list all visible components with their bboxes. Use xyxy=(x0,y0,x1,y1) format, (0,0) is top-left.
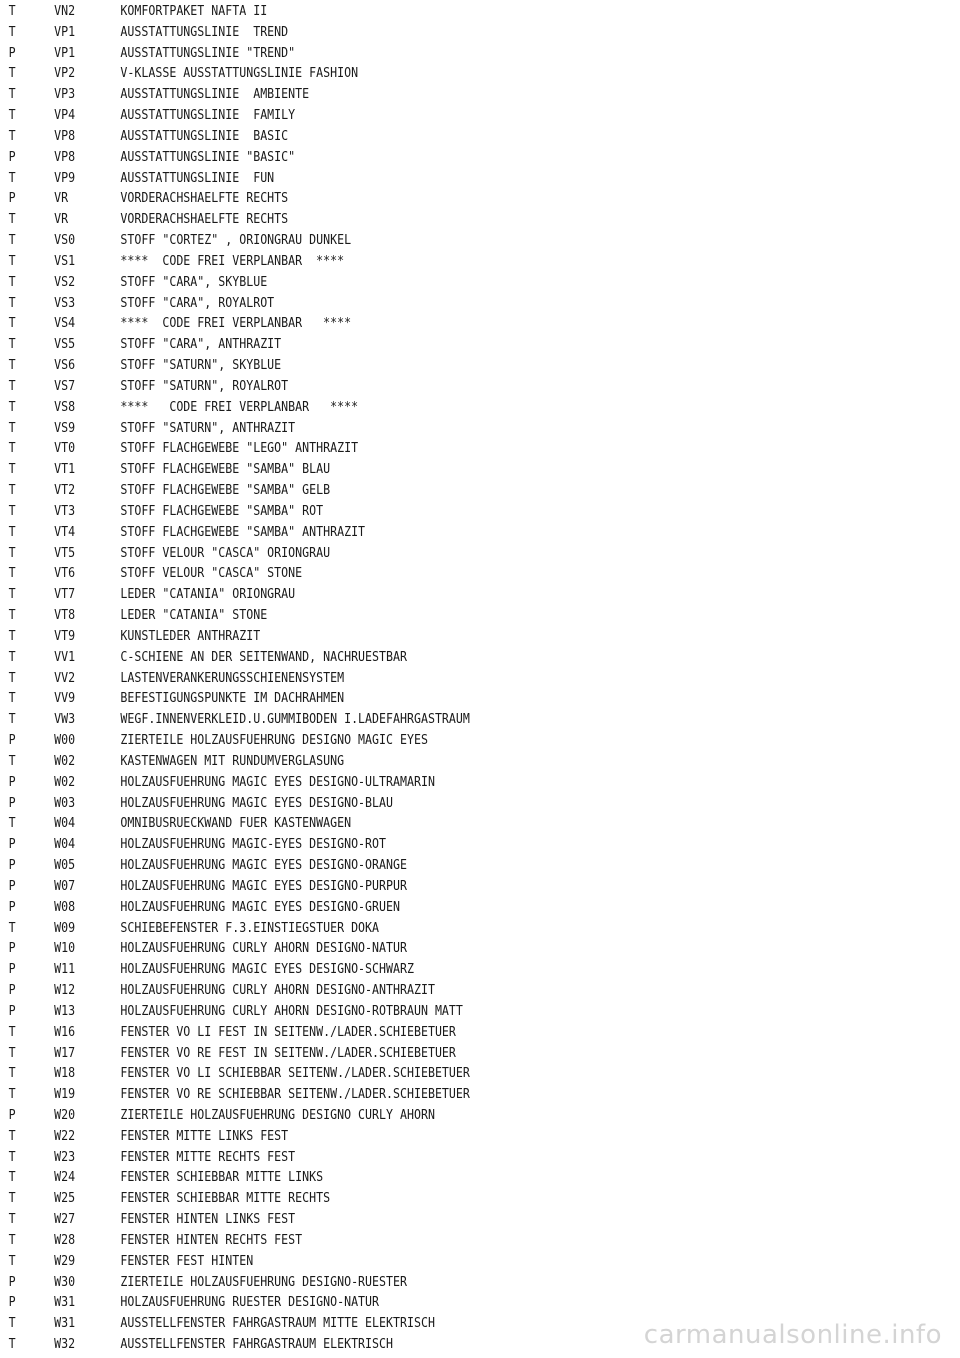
row-description: LEDER "CATANIA" STONE xyxy=(120,607,268,624)
row-description: HOLZAUSFUEHRUNG CURLY AHORN DESIGNO-ANTHRAZIT xyxy=(120,982,435,998)
row-type: P xyxy=(8,898,16,915)
table-row xyxy=(0,313,826,333)
row-code: W30 xyxy=(54,1273,76,1290)
row-code: W00 xyxy=(54,732,76,749)
row-description: STOFF "CARA", SKYBLUE xyxy=(120,273,268,290)
row-type: T xyxy=(8,1190,16,1207)
row-type: T xyxy=(8,482,16,499)
row-type: T xyxy=(8,1336,16,1353)
row-type: T xyxy=(8,1231,16,1248)
row-code: VP8 xyxy=(54,148,76,165)
row-code: W19 xyxy=(54,1086,76,1103)
row-code: VV2 xyxy=(54,669,76,686)
row-code: W32 xyxy=(54,1336,76,1353)
table-row xyxy=(0,1105,826,1125)
row-description: LASTENVERANKERUNGSSCHIENENSYSTEM xyxy=(120,669,345,686)
row-type: T xyxy=(8,711,16,728)
table-row xyxy=(0,772,826,792)
row-type: T xyxy=(8,398,16,415)
row-description: FENSTER VO LI FEST IN SEITENW./LADER.SCHIEBETUER xyxy=(120,1023,456,1040)
row-type: T xyxy=(8,1211,16,1228)
table-row xyxy=(0,1147,826,1167)
row-type: T xyxy=(8,607,16,624)
row-description: HOLZAUSFUEHRUNG MAGIC EYES DESIGNO-SCHWARZ xyxy=(120,961,414,978)
table-row xyxy=(0,1043,826,1063)
table-row xyxy=(0,293,826,313)
table-row xyxy=(0,168,826,188)
row-description: STOFF FLACHGEWEBE "SAMBA" BLAU xyxy=(120,461,331,478)
table-row xyxy=(0,668,826,688)
row-code: VV9 xyxy=(54,690,76,707)
row-type: T xyxy=(8,65,16,82)
row-description: STOFF "SATURN", ANTHRAZIT xyxy=(120,419,296,436)
row-code: W03 xyxy=(54,794,76,811)
row-code: VT0 xyxy=(54,440,76,457)
row-type: T xyxy=(8,627,16,644)
row-code: VS0 xyxy=(54,232,76,249)
table-row xyxy=(0,980,826,1000)
row-type: T xyxy=(8,169,16,186)
table-row xyxy=(0,397,826,417)
row-code: W02 xyxy=(54,773,76,790)
row-code: VN2 xyxy=(54,3,76,19)
row-type: T xyxy=(8,648,16,665)
row-code: W04 xyxy=(54,836,76,853)
row-code: W07 xyxy=(54,877,76,894)
table-row xyxy=(0,334,826,354)
table-row xyxy=(0,1084,826,1104)
row-type: T xyxy=(8,419,16,436)
row-code: W02 xyxy=(54,752,76,769)
row-type: T xyxy=(8,1169,16,1186)
row-type: T xyxy=(8,377,16,394)
row-description: KUNSTLEDER ANTHRAZIT xyxy=(120,627,261,644)
row-code: VP1 xyxy=(54,23,76,40)
row-description: HOLZAUSFUEHRUNG MAGIC EYES DESIGNO-ORANGE xyxy=(120,857,407,874)
table-row xyxy=(0,355,826,375)
table-row xyxy=(0,376,826,396)
table-row xyxy=(0,1251,826,1271)
row-type: T xyxy=(8,752,16,769)
row-code: VR xyxy=(54,211,69,228)
table-row xyxy=(0,251,826,271)
row-type: P xyxy=(8,836,16,853)
table-row xyxy=(0,63,826,83)
row-type: P xyxy=(8,1106,16,1123)
table-row xyxy=(0,501,826,521)
row-description: FENSTER VO LI SCHIEBBAR SEITENW./LADER.SCHIEBETUER xyxy=(120,1065,470,1082)
row-code: W31 xyxy=(54,1315,76,1332)
row-code: VT9 xyxy=(54,627,76,644)
row-type: T xyxy=(8,523,16,540)
row-code: VS3 xyxy=(54,294,76,311)
row-type: P xyxy=(8,1002,16,1019)
row-type: T xyxy=(8,211,16,228)
table-row xyxy=(0,43,826,63)
row-code: W20 xyxy=(54,1106,76,1123)
row-code: VT2 xyxy=(54,482,76,499)
table-row xyxy=(0,230,826,250)
row-type: T xyxy=(8,815,16,832)
row-code: W25 xyxy=(54,1190,76,1207)
row-description: ZIERTEILE HOLZAUSFUEHRUNG DESIGNO CURLY AHORN xyxy=(120,1106,435,1123)
row-type: T xyxy=(8,1127,16,1144)
row-type: T xyxy=(8,1252,16,1269)
row-description: FENSTER MITTE RECHTS FEST xyxy=(120,1148,296,1165)
table-row xyxy=(0,126,826,146)
row-type: T xyxy=(8,461,16,478)
row-type: T xyxy=(8,294,16,311)
row-type: T xyxy=(8,1065,16,1082)
row-code: VS9 xyxy=(54,419,76,436)
row-description: KOMFORTPAKET NAFTA II xyxy=(120,3,268,19)
row-code: VW3 xyxy=(54,711,76,728)
row-type: P xyxy=(8,148,16,165)
table-row xyxy=(0,563,826,583)
row-type: T xyxy=(8,586,16,603)
table-row xyxy=(0,647,826,667)
row-description: **** CODE FREI VERPLANBAR **** xyxy=(120,398,359,415)
row-type: T xyxy=(8,252,16,269)
row-type: P xyxy=(8,877,16,894)
row-description: HOLZAUSFUEHRUNG MAGIC EYES DESIGNO-BLAU xyxy=(120,794,394,811)
row-code: VS4 xyxy=(54,315,76,332)
row-code: VS7 xyxy=(54,377,76,394)
table-row xyxy=(0,709,826,729)
table-row xyxy=(0,876,826,896)
table-row xyxy=(0,1022,826,1042)
row-code: VP9 xyxy=(54,169,76,186)
row-type: T xyxy=(8,1023,16,1040)
table-row xyxy=(0,84,826,104)
table-row xyxy=(0,418,826,438)
row-code: W27 xyxy=(54,1211,76,1228)
table-row xyxy=(0,188,826,208)
row-description: STOFF "SATURN", ROYALROT xyxy=(120,377,289,394)
row-description: STOFF "SATURN", SKYBLUE xyxy=(120,357,282,374)
row-code: VT8 xyxy=(54,607,76,624)
row-type: P xyxy=(8,794,16,811)
row-type: T xyxy=(8,544,16,561)
row-description: AUSSTATTUNGSLINIE AMBIENTE xyxy=(120,86,310,103)
table-row xyxy=(0,626,826,646)
table-row xyxy=(0,1063,826,1083)
row-code: W31 xyxy=(54,1294,76,1311)
table-row xyxy=(0,834,826,854)
row-type: T xyxy=(8,336,16,353)
table-row xyxy=(0,584,826,604)
row-description: STOFF "CARA", ROYALROT xyxy=(120,294,275,311)
row-code: W24 xyxy=(54,1169,76,1186)
row-description: STOFF VELOUR "CASCA" ORIONGRAU xyxy=(120,544,331,561)
table-row xyxy=(0,918,826,938)
row-description: STOFF VELOUR "CASCA" STONE xyxy=(120,565,303,582)
row-description: FENSTER SCHIEBBAR MITTE RECHTS xyxy=(120,1190,331,1207)
row-description: LEDER "CATANIA" ORIONGRAU xyxy=(120,586,296,603)
row-type: P xyxy=(8,982,16,998)
row-type: T xyxy=(8,919,16,936)
row-description: **** CODE FREI VERPLANBAR **** xyxy=(120,252,345,269)
row-type: P xyxy=(8,44,16,61)
row-description: AUSSTATTUNGSLINIE FAMILY xyxy=(120,107,296,124)
row-code: W10 xyxy=(54,940,76,957)
row-code: W28 xyxy=(54,1231,76,1248)
row-code: VS1 xyxy=(54,252,76,269)
row-code: W23 xyxy=(54,1148,76,1165)
row-code: W18 xyxy=(54,1065,76,1082)
row-code: W08 xyxy=(54,898,76,915)
row-type: T xyxy=(8,232,16,249)
row-description: **** CODE FREI VERPLANBAR **** xyxy=(120,315,352,332)
row-description: AUSSTELLFENSTER FAHRGASTRAUM ELEKTRISCH xyxy=(120,1336,394,1353)
row-description: HOLZAUSFUEHRUNG RUESTER DESIGNO-NATUR xyxy=(120,1294,380,1311)
row-type: P xyxy=(8,1294,16,1311)
row-description: SCHIEBEFENSTER F.3.EINSTIEGSTUER DOKA xyxy=(120,919,380,936)
row-code: VV1 xyxy=(54,648,76,665)
row-description: AUSSTATTUNGSLINIE FUN xyxy=(120,169,275,186)
row-type: P xyxy=(8,857,16,874)
row-description: FENSTER VO RE FEST IN SEITENW./LADER.SCHIEBETUER xyxy=(120,1044,456,1061)
row-code: W17 xyxy=(54,1044,76,1061)
table-row xyxy=(0,480,826,500)
row-code: W16 xyxy=(54,1023,76,1040)
row-type: P xyxy=(8,732,16,749)
row-code: W04 xyxy=(54,815,76,832)
row-type: T xyxy=(8,1086,16,1103)
row-description: AUSSTATTUNGSLINIE TREND xyxy=(120,23,289,40)
row-description: V-KLASSE AUSSTATTUNGSLINIE FASHION xyxy=(120,65,359,82)
table-row xyxy=(0,1,826,21)
row-type: T xyxy=(8,565,16,582)
row-description: HOLZAUSFUEHRUNG CURLY AHORN DESIGNO-ROTBRAUN MATT xyxy=(120,1002,463,1019)
watermark: carmanualsonline.info xyxy=(643,1320,942,1350)
row-code: VT6 xyxy=(54,565,76,582)
row-code: VS6 xyxy=(54,357,76,374)
row-description: STOFF "CORTEZ" , ORIONGRAU DUNKEL xyxy=(120,232,352,249)
row-type: T xyxy=(8,357,16,374)
row-description: HOLZAUSFUEHRUNG MAGIC EYES DESIGNO-GRUEN xyxy=(120,898,400,915)
row-code: W13 xyxy=(54,1002,76,1019)
row-description: STOFF FLACHGEWEBE "SAMBA" ANTHRAZIT xyxy=(120,523,366,540)
table-row xyxy=(0,1001,826,1021)
row-type: P xyxy=(8,1273,16,1290)
row-description: ZIERTEILE HOLZAUSFUEHRUNG DESIGNO MAGIC EYES xyxy=(120,732,428,749)
row-description: FENSTER FEST HINTEN xyxy=(120,1252,254,1269)
table-row xyxy=(0,793,826,813)
row-description: AUSSTATTUNGSLINIE "TREND" xyxy=(120,44,296,61)
row-description: OMNIBUSRUECKWAND FUER KASTENWAGEN xyxy=(120,815,352,832)
row-description: AUSSTATTUNGSLINIE BASIC xyxy=(120,127,289,144)
row-description: WEGF.INNENVERKLEID.U.GUMMIBODEN I.LADEFAHRGASTRAUM xyxy=(120,711,470,728)
row-description: STOFF FLACHGEWEBE "LEGO" ANTHRAZIT xyxy=(120,440,359,457)
row-type: T xyxy=(8,1044,16,1061)
row-type: T xyxy=(8,86,16,103)
table-row xyxy=(0,105,826,125)
table-row xyxy=(0,22,826,42)
row-code: VR xyxy=(54,190,69,207)
table-row xyxy=(0,1188,826,1208)
table-row xyxy=(0,605,826,625)
table-row xyxy=(0,959,826,979)
row-description: HOLZAUSFUEHRUNG MAGIC EYES DESIGNO-PURPUR xyxy=(120,877,407,894)
row-code: VP8 xyxy=(54,127,76,144)
table-row xyxy=(0,1167,826,1187)
table-row xyxy=(0,688,826,708)
row-type: T xyxy=(8,669,16,686)
row-type: T xyxy=(8,127,16,144)
table-row xyxy=(0,438,826,458)
row-description: FENSTER HINTEN RECHTS FEST xyxy=(120,1231,303,1248)
row-code: VS2 xyxy=(54,273,76,290)
table-row xyxy=(0,147,826,167)
table-row xyxy=(0,751,826,771)
table-row xyxy=(0,209,826,229)
row-type: T xyxy=(8,1148,16,1165)
row-type: T xyxy=(8,3,16,19)
row-code: W11 xyxy=(54,961,76,978)
table-row xyxy=(0,1292,826,1312)
row-description: FENSTER VO RE SCHIEBBAR SEITENW./LADER.SCHIEBETUER xyxy=(120,1086,470,1103)
row-code: W29 xyxy=(54,1252,76,1269)
table-row xyxy=(0,272,826,292)
row-type: T xyxy=(8,502,16,519)
row-type: T xyxy=(8,315,16,332)
row-code: W09 xyxy=(54,919,76,936)
table-row xyxy=(0,897,826,917)
table-row xyxy=(0,855,826,875)
row-type: T xyxy=(8,690,16,707)
row-description: FENSTER MITTE LINKS FEST xyxy=(120,1127,289,1144)
row-type: T xyxy=(8,440,16,457)
row-code: VT5 xyxy=(54,544,76,561)
row-code: W22 xyxy=(54,1127,76,1144)
row-description: HOLZAUSFUEHRUNG MAGIC EYES DESIGNO-ULTRAMARIN xyxy=(120,773,435,790)
row-code: W12 xyxy=(54,982,76,998)
row-code: W05 xyxy=(54,857,76,874)
table-row xyxy=(0,813,826,833)
row-description: FENSTER SCHIEBBAR MITTE LINKS xyxy=(120,1169,324,1186)
row-description: C-SCHIENE AN DER SEITENWAND, NACHRUESTBAR xyxy=(120,648,407,665)
row-description: HOLZAUSFUEHRUNG MAGIC-EYES DESIGNO-ROT xyxy=(120,836,387,853)
row-description: KASTENWAGEN MIT RUNDUMVERGLASUNG xyxy=(120,752,345,769)
row-code: VP4 xyxy=(54,107,76,124)
row-code: VP1 xyxy=(54,44,76,61)
row-code: VP3 xyxy=(54,86,76,103)
row-type: T xyxy=(8,273,16,290)
row-code: VS5 xyxy=(54,336,76,353)
row-description: VORDERACHSHAELFTE RECHTS xyxy=(120,190,289,207)
row-description: HOLZAUSFUEHRUNG CURLY AHORN DESIGNO-NATUR xyxy=(120,940,407,957)
table-row xyxy=(0,1126,826,1146)
row-code: VS8 xyxy=(54,398,76,415)
row-description: ZIERTEILE HOLZAUSFUEHRUNG DESIGNO-RUESTER xyxy=(120,1273,407,1290)
row-type: P xyxy=(8,940,16,957)
row-description: VORDERACHSHAELFTE RECHTS xyxy=(120,211,289,228)
row-code: VT3 xyxy=(54,502,76,519)
row-type: T xyxy=(8,23,16,40)
row-type: T xyxy=(8,107,16,124)
table-row xyxy=(0,522,826,542)
row-code: VT1 xyxy=(54,461,76,478)
row-description: BEFESTIGUNGSPUNKTE IM DACHRAHMEN xyxy=(120,690,345,707)
row-description: STOFF FLACHGEWEBE "SAMBA" GELB xyxy=(120,482,331,499)
row-code: VT7 xyxy=(54,586,76,603)
row-description: AUSSTELLFENSTER FAHRGASTRAUM MITTE ELEKTRISCH xyxy=(120,1315,435,1332)
table-row xyxy=(0,459,826,479)
row-description: STOFF FLACHGEWEBE "SAMBA" ROT xyxy=(120,502,324,519)
table-row xyxy=(0,938,826,958)
row-type: P xyxy=(8,961,16,978)
table-row xyxy=(0,730,826,750)
row-type: P xyxy=(8,773,16,790)
table-row xyxy=(0,1272,826,1292)
row-description: AUSSTATTUNGSLINIE "BASIC" xyxy=(120,148,296,165)
table-row xyxy=(0,1209,826,1229)
row-description: FENSTER HINTEN LINKS FEST xyxy=(120,1211,296,1228)
row-description: STOFF "CARA", ANTHRAZIT xyxy=(120,336,282,353)
row-type: P xyxy=(8,190,16,207)
row-type: T xyxy=(8,1315,16,1332)
table-row xyxy=(0,1230,826,1250)
table-row xyxy=(0,543,826,563)
row-code: VT4 xyxy=(54,523,76,540)
row-code: VP2 xyxy=(54,65,76,82)
